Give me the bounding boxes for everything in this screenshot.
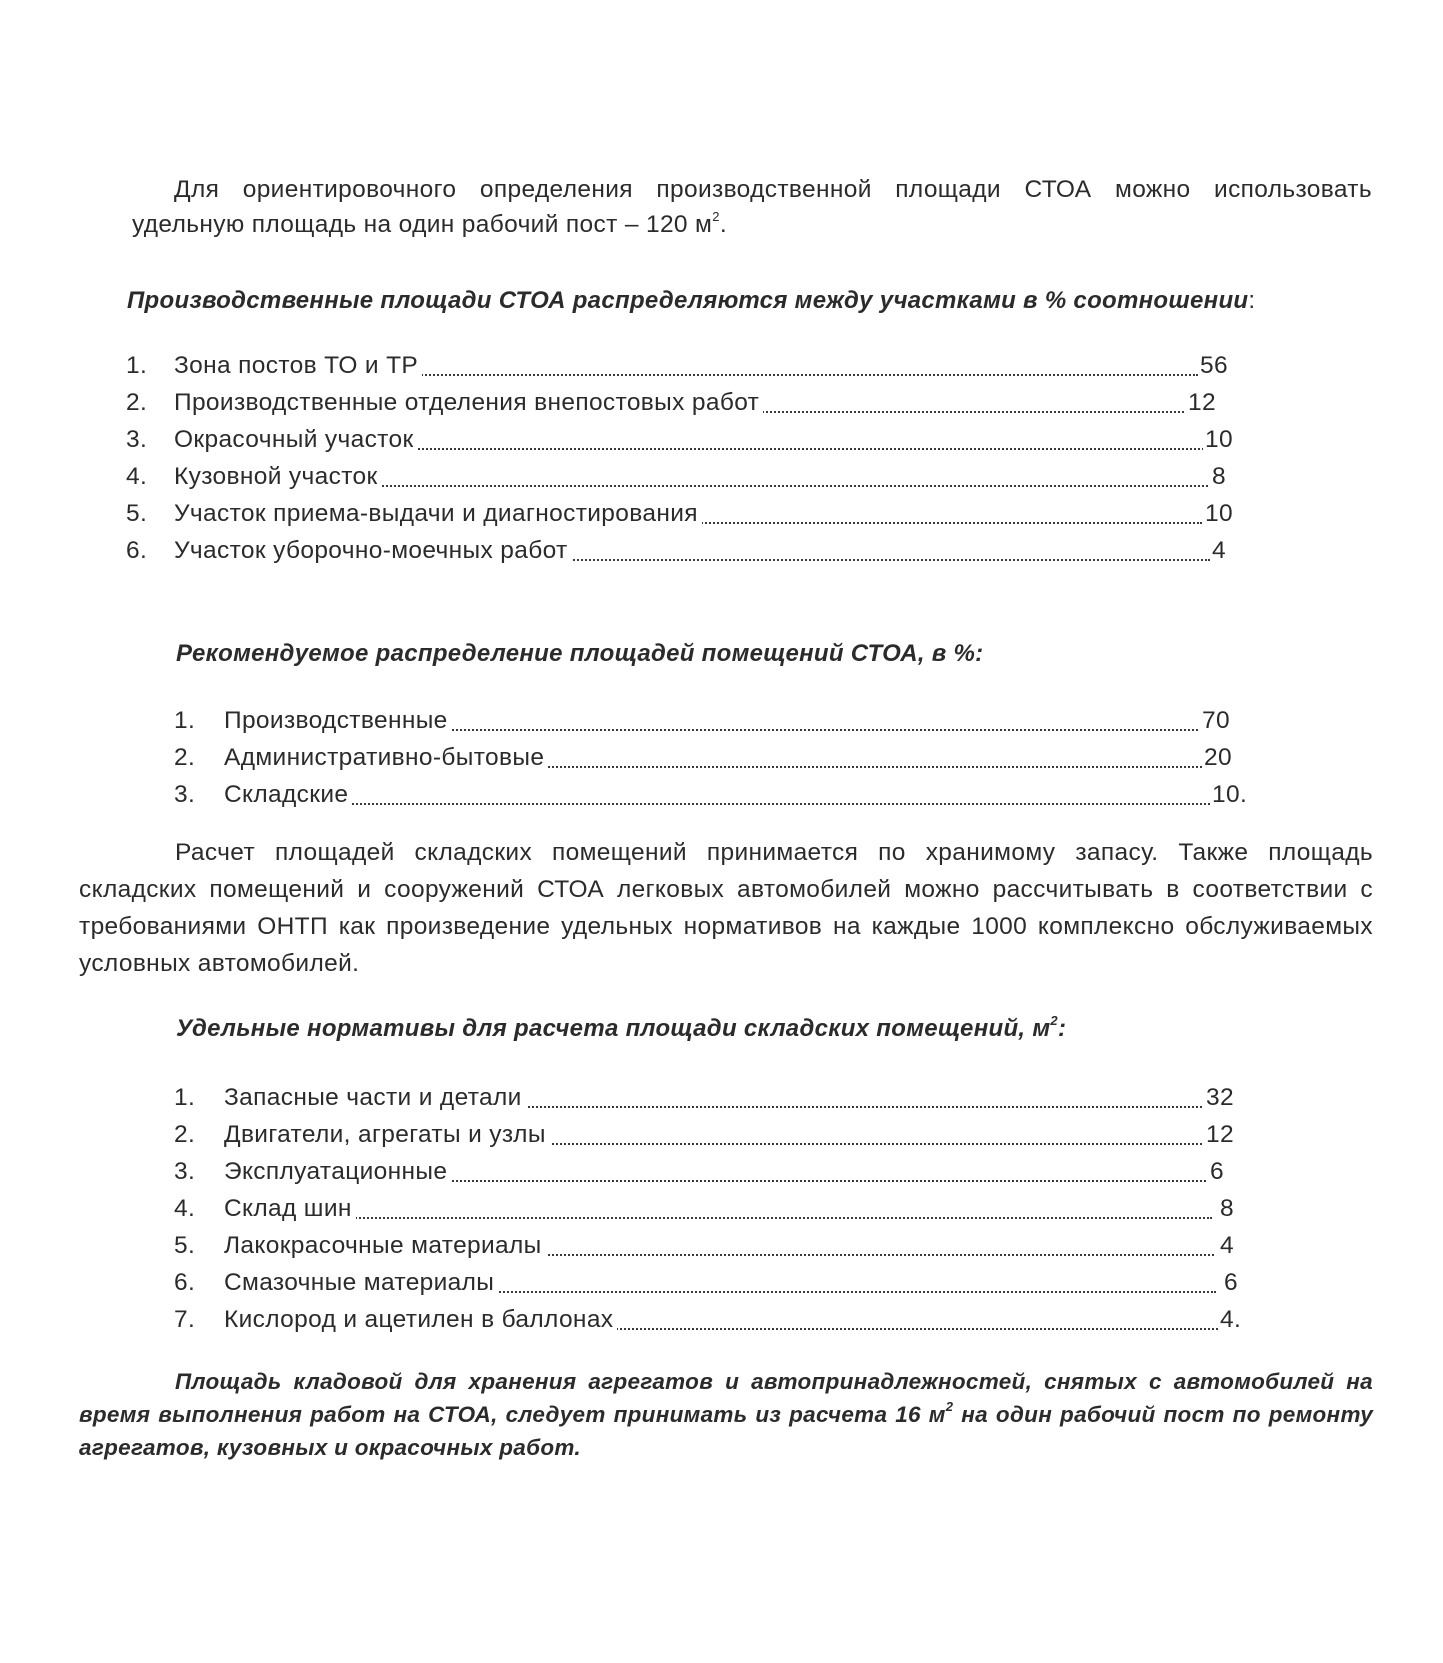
item-label: Кислород и ацетилен в баллонах — [224, 1301, 617, 1338]
item-value: 4 — [1210, 532, 1226, 569]
item-value: 10. — [1210, 776, 1247, 813]
item-number: 2. — [174, 744, 196, 771]
section3-list — [174, 1079, 1254, 1338]
item-value: 20 — [1202, 739, 1232, 776]
item-number: 6. — [126, 537, 148, 564]
section2-heading — [176, 637, 983, 670]
section1-heading — [127, 284, 1255, 317]
item-value: 8 — [1218, 1190, 1234, 1227]
storeroom-end: на один рабочий пост по ремонту агрегатов, кузовных и окрасочных работ. — [79, 1402, 1374, 1460]
storeroom-text: Площадь кладовой для хранения агрегатов и автопринадлежностей, снятых с автомобилей на время выполнения работ на СТОА, следует принимать из расчета 16 м — [79, 1369, 1373, 1427]
storeroom-paragraph — [79, 1365, 1373, 1464]
item-label: Склад шин — [224, 1190, 356, 1227]
item-value: 32 — [1204, 1079, 1234, 1116]
item-label: Зона постов ТО и ТР — [174, 347, 422, 384]
item-value: 56 — [1198, 347, 1228, 384]
list-item — [174, 1153, 1254, 1190]
section2-heading-text: Рекомендуемое распределение площадей помещений СТОА, в %: — [176, 640, 984, 667]
leader-dots — [224, 1217, 1212, 1219]
list-item — [126, 347, 1238, 384]
item-value: 10 — [1203, 495, 1233, 532]
item-label: Окрасочный участок — [174, 421, 418, 458]
item-number: 1. — [126, 352, 148, 379]
list-item — [126, 384, 1238, 421]
list-item — [174, 1301, 1254, 1338]
list-item — [174, 702, 1252, 739]
item-number: 1. — [174, 707, 196, 734]
section3-heading-end: : — [1057, 1015, 1067, 1042]
item-number: 7. — [174, 1306, 196, 1333]
item-label: Участок уборочно-моечных работ — [174, 532, 572, 569]
storage-paragraph — [79, 834, 1373, 982]
item-value: 10 — [1203, 421, 1233, 458]
list-item — [174, 739, 1252, 776]
section1-heading-text: Производственные площади СТОА распределяются между участками в % соотношении — [127, 287, 1249, 314]
section3-heading-text: Удельные нормативы для расчета площади складских помещений, м — [176, 1015, 1051, 1042]
item-number: 2. — [126, 389, 148, 416]
intro-superscript: 2 — [712, 209, 720, 224]
item-value: 6 — [1208, 1153, 1224, 1190]
item-label: Смазочные материалы — [224, 1264, 498, 1301]
list-item — [174, 1116, 1254, 1153]
list-item — [174, 1264, 1254, 1301]
item-number: 2. — [174, 1121, 196, 1148]
item-label: Запасные части и детали — [224, 1079, 526, 1116]
item-value: 8 — [1210, 458, 1226, 495]
intro-end: . — [719, 211, 728, 238]
item-label: Кузовной участок — [174, 458, 382, 495]
item-value: 70 — [1200, 702, 1230, 739]
list-item — [126, 458, 1238, 495]
section1-heading-colon: : — [1248, 287, 1256, 314]
item-number: 3. — [174, 1158, 196, 1185]
section3-heading-superscript: 2 — [1050, 1013, 1058, 1028]
item-number: 4. — [174, 1195, 196, 1222]
leader-dots — [224, 803, 1218, 805]
item-value: 6 — [1222, 1264, 1238, 1301]
list-item — [174, 1190, 1254, 1227]
item-label: Административно-бытовые — [224, 739, 548, 776]
intro-text: Для ориентировочного определения производственной площади СТОА можно использовать удельную площадь на один рабочий пост – 120 м — [132, 176, 1372, 238]
item-number: 6. — [174, 1269, 196, 1296]
list-item — [174, 776, 1252, 813]
item-label: Участок приема-выдачи и диагностирования — [174, 495, 702, 532]
item-number: 4. — [126, 463, 148, 490]
item-number: 5. — [174, 1232, 196, 1259]
list-item — [126, 495, 1238, 532]
storeroom-superscript: 2 — [945, 1399, 954, 1414]
section3-heading — [176, 1012, 1066, 1045]
list-item — [174, 1227, 1254, 1264]
intro-paragraph — [132, 172, 1372, 242]
item-number: 3. — [126, 426, 148, 453]
item-value: 12 — [1186, 384, 1216, 421]
item-number: 5. — [126, 500, 148, 527]
item-number: 1. — [174, 1084, 196, 1111]
item-value: 4 — [1218, 1227, 1234, 1264]
item-number: 3. — [174, 781, 196, 808]
list-item — [174, 1079, 1254, 1116]
section2-list — [174, 702, 1252, 813]
item-label: Складские — [224, 776, 352, 813]
item-label: Двигатели, агрегаты и узлы — [224, 1116, 550, 1153]
section1-list — [126, 347, 1238, 569]
list-item — [126, 421, 1238, 458]
list-item — [126, 532, 1238, 569]
item-label: Производственные — [224, 702, 452, 739]
item-label: Эксплуатационные — [224, 1153, 451, 1190]
storage-paragraph-text: Расчет площадей складских помещений принимается по хранимому запасу. Также площадь складских помещений и сооружений СТОА легковых автомобилей можно рассчитывать в соответствии с требованиями ОНТП как произведение удельных нормативов на каждые 1000 комплексно обслуживаемых условных автомобилей. — [79, 839, 1373, 977]
item-label: Производственные отделения внепостовых работ — [174, 384, 763, 421]
item-value: 12 — [1204, 1116, 1234, 1153]
item-value: 4. — [1218, 1301, 1241, 1338]
item-label: Лакокрасочные материалы — [224, 1227, 546, 1264]
